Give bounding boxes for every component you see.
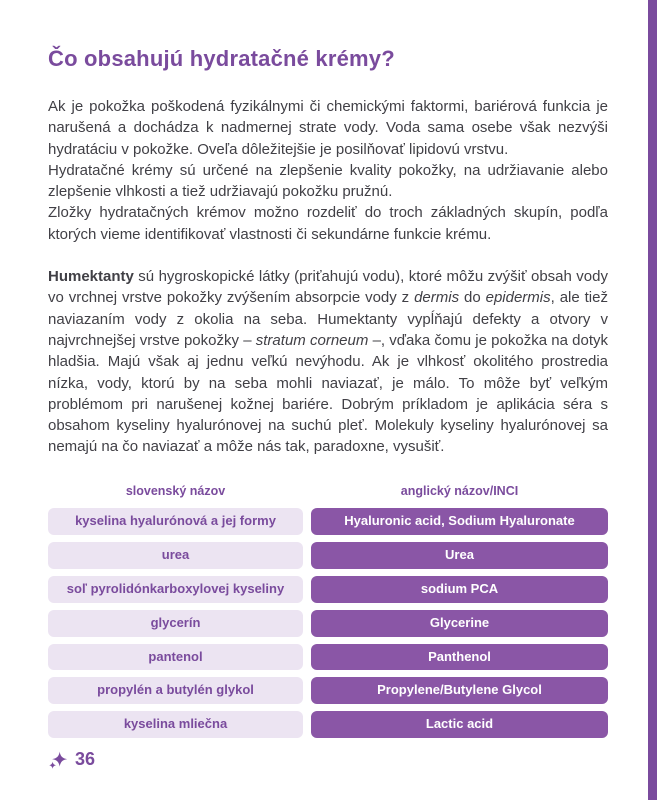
- paragraph: Ak je pokožka poškodená fyzikálnymi či chemickými faktormi, bariérová funkcia je narušená a dochádza k nadmernej strate vody. Voda sama osebe však nezvýši hydratáciu v pokožke. Oveľa dôležitejšie je posilňovať lipidovú vrstvu.: [48, 98, 608, 158]
- cell-slovak-name: urea: [48, 542, 303, 569]
- column-header-english: anglický názov/INCI: [400, 483, 519, 498]
- page-number: 36: [75, 749, 96, 769]
- paragraph-humektanty: [48, 266, 608, 458]
- italic-term: epidermis: [485, 289, 551, 307]
- cell-inci-name: Lactic acid: [311, 711, 608, 738]
- cell-inci-name: Panthenol: [311, 644, 608, 671]
- cell-inci-name: Urea: [311, 542, 608, 569]
- text-segment: –, vďaka čomu je pokožka na dotyk hladšia. Majú však aj jednu veľkú nevýhodu. Ak je vlhkosť okolitého prostredia nízka, vody, ktorú by na seba mohli naviazať, je málo. To môže byť veľkým problémom pri narušenej kožnej bariére. Dobrým príkladom je aplikácia séra s obsahom kyseliny hyalurónovej na suchú pleť. Molekuly kyseliny hyalurónovej sa nemajú na čo naviazať a môže nás tak, paradoxne, vysušiť.: [48, 331, 608, 456]
- table-row: [48, 542, 608, 569]
- cell-slovak-name: pantenol: [48, 644, 303, 671]
- italic-term: stratum corneum: [255, 331, 369, 349]
- table-row: [48, 644, 608, 671]
- page-title: Čo obsahujú hydratačné krémy?: [48, 46, 395, 71]
- cell-inci-name: sodium PCA: [311, 576, 608, 603]
- table-row: [48, 610, 608, 637]
- table-row: [48, 711, 608, 738]
- cell-slovak-name: propylén a butylén glykol: [48, 677, 303, 704]
- cell-slovak-name: glycerín: [48, 610, 303, 637]
- table-row: [48, 576, 608, 603]
- page-edge-accent-bar: [648, 0, 657, 800]
- cell-slovak-name: kyselina hyalurónová a jej formy: [48, 508, 303, 535]
- table-header-row: [48, 484, 608, 498]
- column-header-slovak: slovenský názov: [125, 483, 226, 498]
- text-segment: , ale tiež naviazaním vody z okolia na seba. Humektanty vypĺňajú defekty a otvory v najvrchnejšej vrstve pokožky –: [48, 289, 608, 349]
- cell-slovak-name: kyselina mliečna: [48, 711, 303, 738]
- cell-inci-name: Glycerine: [311, 610, 608, 637]
- cell-inci-name: Propylene/Butylene Glycol: [311, 677, 608, 704]
- sparkle-icon: [48, 750, 68, 770]
- italic-term: dermis: [414, 289, 460, 307]
- text-segment: do: [459, 289, 486, 307]
- cell-inci-name: Hyaluronic acid, Sodium Hyaluronate: [311, 508, 608, 535]
- bold-term: Humektanty: [48, 268, 134, 286]
- paragraph: Hydratačné krémy sú určené na zlepšenie kvality pokožky, na udržiavanie alebo zlepšenie vlhkosti a tiež udržiavajú pokožku pružnú.: [48, 161, 608, 201]
- table-row: [48, 677, 608, 704]
- intro-paragraphs: [48, 96, 608, 245]
- ingredient-table: [48, 484, 608, 739]
- cell-slovak-name: soľ pyrolidónkarboxylovej kyseliny: [48, 576, 303, 603]
- page-footer: [48, 749, 95, 770]
- table-row: [48, 508, 608, 535]
- text-segment: sú hygroskopické látky (priťahujú vodu), ktoré môžu zvýšiť obsah vody vo vrchnej vrstve pokožky zvýšením absorpcie vody z: [48, 268, 608, 307]
- paragraph: Zložky hydratačných krémov možno rozdeliť do troch základných skupín, podľa ktorých vieme identifikovať vlastnosti či sekundárne funkcie krému.: [48, 204, 608, 243]
